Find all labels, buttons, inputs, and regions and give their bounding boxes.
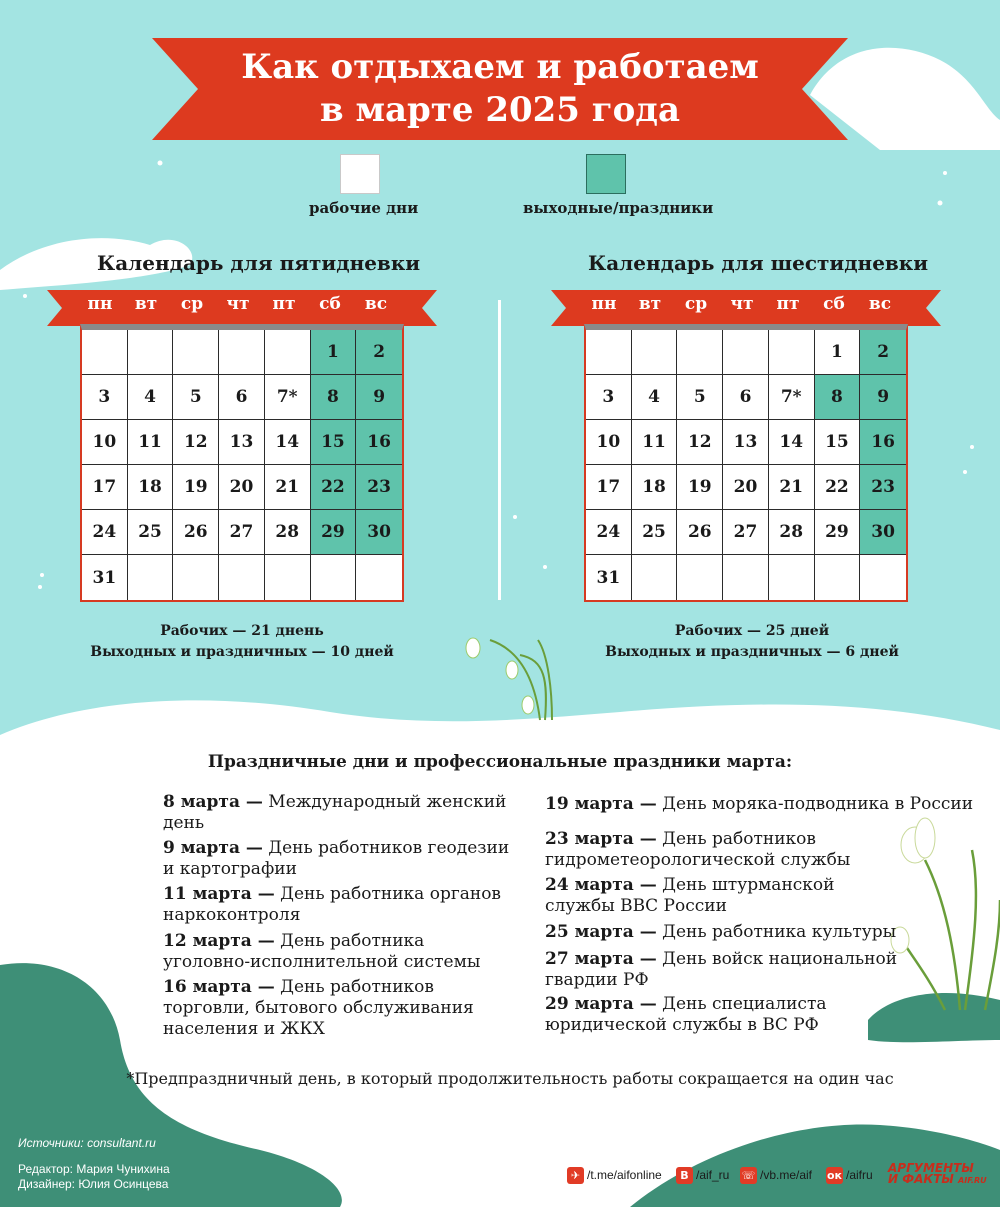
empty-cell: [677, 330, 723, 375]
calendar-six-summary: [592, 621, 912, 663]
empty-cell: [173, 555, 219, 600]
odnoklassniki-icon: ок: [826, 1168, 843, 1182]
holiday-date: 12 марта —: [163, 931, 275, 951]
day-16: 16: [860, 420, 906, 465]
holiday-item: 12 марта — День работника уголовно-исполнительной системы: [163, 931, 481, 972]
holiday-item: 9 марта — День работников геодезии и картографии: [163, 838, 510, 879]
day-22: 22: [815, 465, 861, 510]
day-14: 14: [769, 420, 815, 465]
designer: Дизайнер: Юлия Осинцева: [18, 1177, 169, 1191]
empty-cell: [677, 555, 723, 600]
day-27: 27: [219, 510, 265, 555]
empty-cell: [723, 555, 769, 600]
weekday-пн: пн: [87, 294, 113, 314]
day-2: 2: [356, 330, 402, 375]
social-link-text: /t.me/aifonline: [587, 1168, 662, 1182]
sources: Источники: consultant.ru: [18, 1136, 156, 1150]
calendar-five-grid: [80, 324, 404, 602]
calendar-six-grid: [584, 324, 908, 602]
empty-cell: [173, 330, 219, 375]
empty-cell: [723, 330, 769, 375]
day-5: 5: [677, 375, 723, 420]
holiday-date: 9 марта —: [163, 838, 263, 858]
day-9: 9: [356, 375, 402, 420]
footnote: *Предпраздничный день, в который продолжительность работы сокращается на один час: [126, 1069, 894, 1088]
day-11: 11: [632, 420, 678, 465]
day-20: 20: [219, 465, 265, 510]
weekday-чт: чт: [226, 294, 250, 314]
day-22: 22: [311, 465, 357, 510]
day-17: 17: [82, 465, 128, 510]
empty-cell: [586, 330, 632, 375]
telegram-icon: ✈: [567, 1167, 584, 1184]
day-6: 6: [723, 375, 769, 420]
six-rest-count: Выходных и праздничных — 6 дней: [605, 644, 899, 660]
day-16: 16: [356, 420, 402, 465]
five-work-count: Рабочих — 21 днень: [160, 623, 324, 639]
day-10: 10: [586, 420, 632, 465]
day-15: 15: [311, 420, 357, 465]
weekday-вс: вс: [364, 294, 388, 314]
day-25: 25: [632, 510, 678, 555]
weekday-пт: пт: [272, 294, 296, 314]
day-2: 2: [860, 330, 906, 375]
weekday-сб: сб: [823, 294, 845, 314]
divider: [498, 300, 501, 600]
holiday-date: 19 марта —: [545, 794, 657, 814]
weekday-сб: сб: [319, 294, 341, 314]
empty-cell: [82, 330, 128, 375]
holiday-date: 23 марта —: [545, 829, 657, 849]
holiday-date: 11 марта —: [163, 884, 275, 904]
calendar-five-title: Календарь для пятидневки: [97, 251, 421, 275]
holiday-item: 11 марта — День работника органов наркоконтроля: [163, 884, 502, 925]
aif-logo: [888, 1163, 987, 1186]
empty-cell: [632, 555, 678, 600]
day-24: 24: [82, 510, 128, 555]
day-21: 21: [769, 465, 815, 510]
empty-cell: [815, 555, 861, 600]
day-3: 3: [586, 375, 632, 420]
legend-rest-label: выходные/праздники: [523, 199, 714, 217]
empty-cell: [128, 555, 174, 600]
weekday-ribbon-five: [47, 290, 437, 326]
day-3: 3: [82, 375, 128, 420]
day-18: 18: [128, 465, 174, 510]
title-line-2: в марте 2025 года: [319, 90, 680, 130]
day-23: 23: [860, 465, 906, 510]
day-23: 23: [356, 465, 402, 510]
weekday-ср: ср: [180, 294, 204, 314]
day-25: 25: [128, 510, 174, 555]
page-title: [152, 46, 848, 132]
snowdrop-center: [490, 640, 552, 720]
holiday-item: 27 марта — День войск национальной гвардии РФ: [545, 949, 898, 990]
day-1: 1: [815, 330, 861, 375]
weekday-вт: вт: [134, 294, 158, 314]
day-8: 8: [815, 375, 861, 420]
weekday-вт: вт: [638, 294, 662, 314]
weekday-пт: пт: [776, 294, 800, 314]
holiday-item: 8 марта — Международный женский день: [163, 792, 507, 833]
empty-cell: [265, 555, 311, 600]
empty-cell: [311, 555, 357, 600]
title-ribbon: [152, 38, 848, 140]
legend-work-label: рабочие дни: [309, 199, 419, 217]
day-11: 11: [128, 420, 174, 465]
day-5: 5: [173, 375, 219, 420]
calendar-five-summary: [82, 621, 402, 663]
legend-work-swatch: [340, 154, 380, 194]
day-17: 17: [586, 465, 632, 510]
holiday-item: 25 марта — День работника культуры: [545, 922, 897, 942]
day-28: 28: [265, 510, 311, 555]
day-29: 29: [311, 510, 357, 555]
social-link-odnoklassniki[interactable]: [826, 1166, 873, 1184]
day-24: 24: [586, 510, 632, 555]
weekday-вс: вс: [868, 294, 892, 314]
day-20: 20: [723, 465, 769, 510]
social-link-text: /aif_ru: [696, 1168, 730, 1182]
day-31: 31: [586, 555, 632, 600]
empty-cell: [860, 555, 906, 600]
weekday-ср: ср: [684, 294, 708, 314]
social-link-vk[interactable]: [676, 1166, 729, 1184]
empty-cell: [265, 330, 311, 375]
holiday-item: 16 марта — День работников торговли, бытового обслуживания населения и ЖКХ: [163, 977, 474, 1039]
empty-cell: [769, 555, 815, 600]
holiday-item: 29 марта — День специалиста юридической службы в ВС РФ: [545, 994, 827, 1035]
legend-rest-swatch: [586, 154, 626, 194]
day-26: 26: [173, 510, 219, 555]
viber-icon: ☏: [741, 1168, 756, 1182]
day-30: 30: [356, 510, 402, 555]
social-link-viber[interactable]: [740, 1166, 812, 1184]
day-19: 19: [173, 465, 219, 510]
empty-cell: [356, 555, 402, 600]
day-4: 4: [128, 375, 174, 420]
day-15: 15: [815, 420, 861, 465]
weekday-чт: чт: [730, 294, 754, 314]
social-link-telegram[interactable]: [567, 1166, 662, 1184]
calendar-six-title: Календарь для шестидневки: [588, 251, 929, 275]
holiday-date: 16 марта —: [163, 977, 275, 997]
empty-cell: [769, 330, 815, 375]
snowdrop-flowers: [466, 638, 534, 714]
day-28: 28: [769, 510, 815, 555]
vk-icon: В: [676, 1167, 693, 1184]
day-29: 29: [815, 510, 861, 555]
day-30: 30: [860, 510, 906, 555]
holiday-item: 19 марта — День моряка-подводника в России: [545, 794, 974, 814]
holiday-date: 29 марта —: [545, 994, 657, 1014]
day-26: 26: [677, 510, 723, 555]
day-12: 12: [173, 420, 219, 465]
day-1: 1: [311, 330, 357, 375]
holiday-item: 24 марта — День штурманской службы ВВС России: [545, 875, 835, 916]
holiday-date: 25 марта —: [545, 922, 657, 942]
weekday-пн: пн: [591, 294, 617, 314]
empty-cell: [128, 330, 174, 375]
day-19: 19: [677, 465, 723, 510]
day-12: 12: [677, 420, 723, 465]
social-link-text: /aifru: [846, 1168, 873, 1182]
day-7: 7*: [265, 375, 311, 420]
weekday-ribbon-six: [551, 290, 941, 326]
day-14: 14: [265, 420, 311, 465]
day-31: 31: [82, 555, 128, 600]
holiday-date: 8 марта —: [163, 792, 263, 812]
holiday-date: 24 марта —: [545, 875, 657, 895]
six-work-count: Рабочих — 25 дней: [674, 623, 830, 639]
day-27: 27: [723, 510, 769, 555]
empty-cell: [219, 555, 265, 600]
day-4: 4: [632, 375, 678, 420]
title-line-1: Как отдыхаем и работаем: [241, 47, 759, 87]
holiday-date: 27 марта —: [545, 949, 657, 969]
logo-line-2: И ФАКТЫ AIF.RU: [888, 1172, 987, 1186]
day-13: 13: [219, 420, 265, 465]
day-9: 9: [860, 375, 906, 420]
day-21: 21: [265, 465, 311, 510]
day-10: 10: [82, 420, 128, 465]
holiday-item: 23 марта — День работников гидрометеорологической службы: [545, 829, 851, 870]
day-13: 13: [723, 420, 769, 465]
social-link-text: /vb.me/aif: [760, 1168, 813, 1182]
five-rest-count: Выходных и праздничных — 10 дней: [90, 644, 394, 660]
day-6: 6: [219, 375, 265, 420]
day-8: 8: [311, 375, 357, 420]
editor: Редактор: Мария Чунихина: [18, 1162, 170, 1176]
empty-cell: [219, 330, 265, 375]
empty-cell: [632, 330, 678, 375]
holidays-title: Праздничные дни и профессиональные праздники марта:: [207, 752, 793, 772]
day-7: 7*: [769, 375, 815, 420]
logo-line-1: АРГУМЕНТЫ: [888, 1161, 974, 1175]
day-18: 18: [632, 465, 678, 510]
